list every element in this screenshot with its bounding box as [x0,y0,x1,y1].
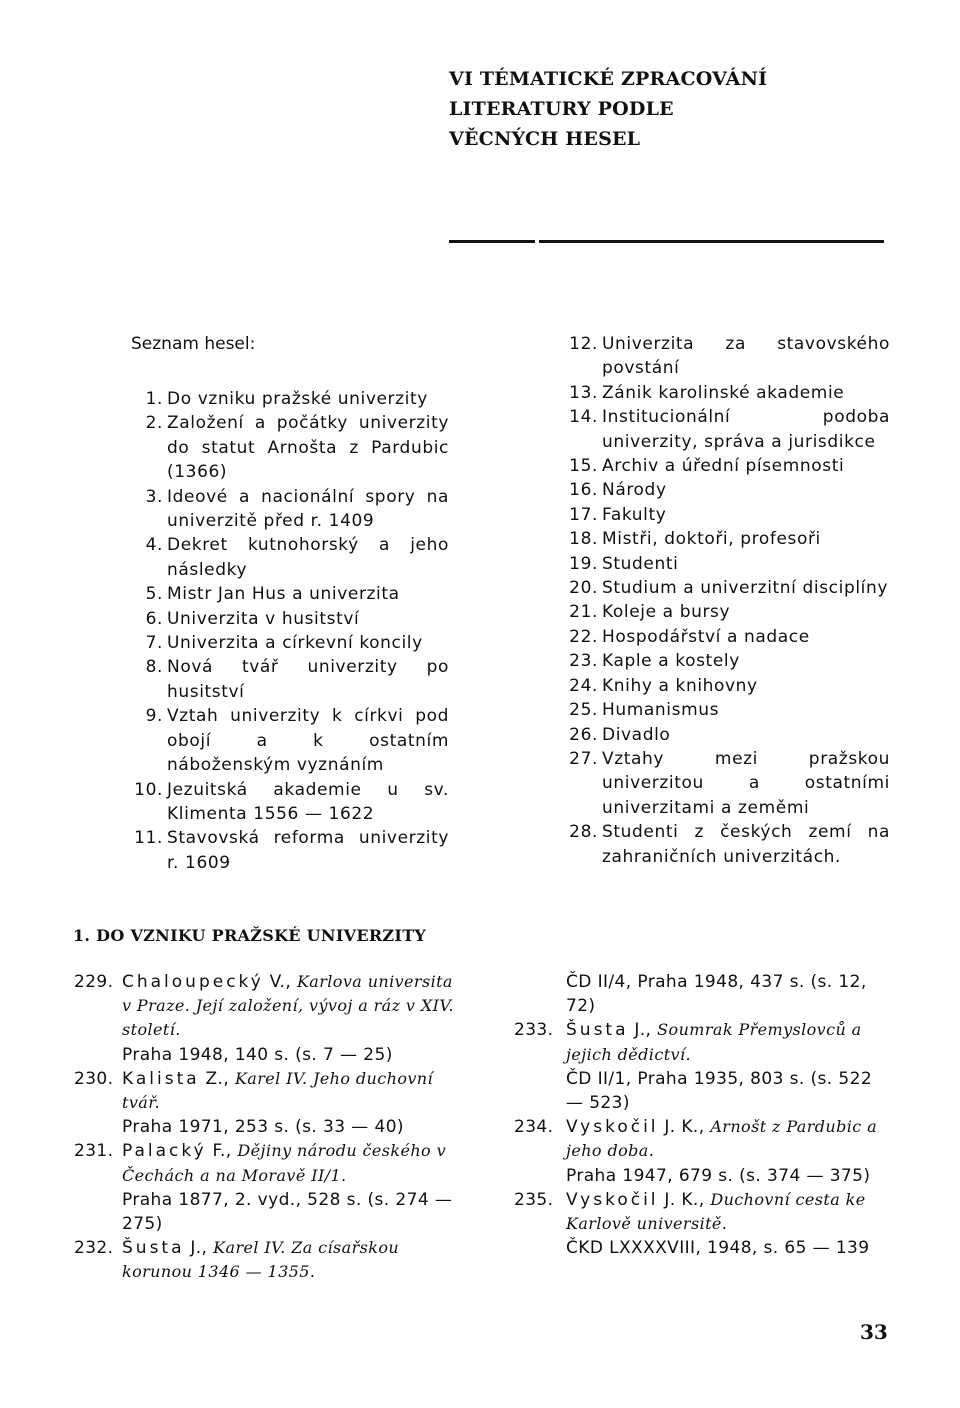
toc-item [560,674,890,698]
bibliography-entry [514,1018,892,1115]
entry-initials: Z., [205,1068,230,1089]
toc-item-number: 1. [145,389,163,409]
toc-item [560,723,890,747]
toc-item-number: 8. [145,657,163,678]
entry-author: Palacký [122,1141,207,1162]
toc-item-number: 12. [569,334,598,354]
entry-initials: F., [212,1141,232,1162]
toc-item [131,778,449,827]
bibliography-entry [514,1115,892,1188]
toc-item-number: 15. [569,456,598,477]
entry-body [566,1188,892,1261]
toc-item [560,649,890,673]
entry-number: 230. [74,1068,114,1089]
toc-item-number: 27. [569,748,598,769]
toc-item-text: Do vzniku pražské univerzity [167,389,428,409]
toc-item-number: 2. [145,413,163,434]
toc-item-text: Jezuitská akademie u sv. Klimenta 1556 — 1622 [167,779,449,824]
chapter-title-line: LITERATURY PODLE [449,98,674,120]
entry-publication: Praha 1877, 2. vyd., 528 s. (s. 274 — 275) [122,1189,453,1235]
toc-item-text: Vztah univerzity k církvi pod obojí a k ostatním náboženským vyznáním [167,706,449,776]
bibliography-column-left [74,970,454,1285]
toc-item-number: 6. [145,608,163,629]
entry-number: 232. [74,1238,114,1259]
toc-list-left [131,387,449,875]
entry-body [122,1067,454,1140]
entry-number: 234. [514,1117,554,1138]
toc-item-number: 13. [569,382,598,403]
toc-item-number: 4. [145,535,163,556]
toc-item-number: 26. [569,724,598,745]
toc-item-text: Univerzita v husitství [167,608,360,629]
entry-title: Karel IV. Jeho duchovní tvář. [122,1068,434,1113]
entry-author: Šusta [566,1020,629,1041]
toc-item-text: Studenti [602,553,679,574]
toc-item-text: Univerzita a církevní koncily [167,633,423,654]
entry-title: Dějiny národu českého v Čechách a na Moravě II/1. [122,1141,447,1185]
toc-item-number: 23. [569,651,598,672]
toc-item-text: Zánik karolinské akademie [602,382,845,403]
entry-title: Karlova universita v Praze. Její založení, vývoj a ráz v XIV. století. [122,972,455,1040]
toc-item [131,704,449,777]
page-number: 33 [860,1320,888,1344]
toc-item-text: Fakulty [602,504,667,525]
bibliography-column-right [514,970,892,1260]
entry-publication: Praha 1948, 140 s. (s. 7 — 25) [122,1044,393,1065]
entry-publication: ČD II/1, Praha 1935, 803 s. (s. 522 — 523) [566,1068,873,1114]
bibliography-entry [74,1067,454,1140]
toc-item [560,698,890,722]
toc-item-number: 14. [569,407,598,428]
toc-item [560,332,890,381]
toc-item-text: Národy [602,480,667,501]
toc-item [560,405,890,454]
entry-continuation: ČD II/4, Praha 1948, 437 s. (s. 12, 72) [566,972,867,1017]
entry-title: Duchovní cesta ke Karlově universitě. [566,1189,866,1234]
toc-item-text: Divadlo [602,724,671,745]
toc-item [560,527,890,551]
toc-item-text: Založení a počátky univerzity do statut Arnošta z Pardubic (1366) [167,413,449,483]
toc-item [560,820,890,869]
toc-item-text: Archiv a úřední písemnosti [602,456,845,477]
toc-item [131,533,449,582]
toc-item-number: 17. [569,504,598,525]
toc-item-text: Mistři, doktoři, profesoři [602,529,821,550]
entry-publication: Praha 1971, 253 s. (s. 33 — 40) [122,1117,404,1138]
entry-author: Vyskočil [566,1117,659,1138]
toc-item-text: Dekret kutnohorský a jeho následky [167,535,449,580]
toc-item [131,607,449,631]
toc-item [560,381,890,405]
entry-number: 231. [74,1141,114,1162]
entry-title: Arnošt z Pardubic a jeho doba. [566,1117,878,1161]
toc-item-number: 16. [569,480,598,501]
entry-author: Šusta [122,1238,185,1259]
toc-item-number: 24. [569,675,598,696]
entry-initials: V., [269,972,292,992]
entry-body [122,1236,454,1284]
entry-title: Soumrak Přemyslovců a jejich dědictví. [566,1020,862,1064]
toc-item [131,582,449,606]
chapter-title [449,64,909,154]
toc-list-right [560,332,890,869]
entry-number: 235. [514,1189,554,1210]
entry-initials: J., [634,1020,652,1041]
entry-title: Karel IV. Za císařskou korunou 1346 — 1355. [122,1238,400,1282]
entry-body [122,970,454,1067]
entry-author: Kalista [122,1068,200,1089]
toc-item-text: Kaple a kostely [602,651,740,672]
toc-item [131,631,449,655]
entry-publication: ČKD LXXXXVIII, 1948, s. 65 — 139 [566,1238,870,1259]
toc-item [560,625,890,649]
toc-item-text: Ideové a nacionální spory na univerzitě před r. 1409 [167,486,449,532]
toc-item-text: Nová tvář univerzity po husitství [167,657,449,702]
toc-heading: Seznam hesel: [131,334,256,354]
toc-item-text: Humanismus [602,700,720,721]
toc-item-text: Univerzita za stavovského povstání [602,334,890,379]
toc-item-text: Vztahy mezi pražskou univerzitou a ostatními univerzitami a zeměmi [602,748,890,818]
entry-initials: J. K., [664,1189,705,1210]
toc-item-number: 21. [569,602,598,623]
toc-item [131,826,449,875]
entry-initials: J., [190,1238,208,1259]
entry-body [122,1139,454,1236]
toc-item-number: 25. [569,700,598,721]
toc-item [131,485,449,534]
entry-author: Vyskočil [566,1189,659,1210]
chapter-title-line: VĚCNÝCH HESEL [449,128,641,150]
toc-item [131,655,449,704]
toc-item [560,454,890,478]
bibliography-entry [74,970,454,1067]
toc-item-number: 11. [134,828,163,849]
toc-item-text: Stavovská reforma univerzity r. 1609 [167,828,449,873]
toc-item [560,600,890,624]
divider-rule [449,240,535,243]
toc-item-number: 18. [569,529,598,550]
divider-rule [539,240,884,243]
toc-item-number: 9. [145,706,163,727]
toc-item-number: 7. [145,633,163,654]
toc-item-text: Studenti z českých zemí na zahraničních univerzitách. [602,822,890,867]
bibliography-entry [74,1236,454,1284]
toc-item [131,387,449,411]
toc-item-number: 5. [145,584,163,605]
bibliography-entry [514,1188,892,1261]
toc-item-number: 28. [569,822,598,843]
section-heading: 1. DO VZNIKU PRAŽSKÉ UNIVERZITY [73,926,427,945]
toc-item-number: 3. [145,486,163,507]
toc-item [131,411,449,484]
toc-item-number: 10. [134,779,163,800]
toc-item-text: Koleje a bursy [602,602,731,623]
toc-item-number: 19. [569,553,598,574]
toc-item-text: Mistr Jan Hus a univerzita [167,584,400,605]
toc-item-text: Studium a univerzitní disciplíny [602,578,889,599]
entry-author: Chaloupecký [122,972,264,992]
toc-item [560,503,890,527]
toc-item-text: Institucionální podoba univerzity, správa a jurisdikce [602,407,890,452]
bibliography-entry [74,1139,454,1236]
toc-item [560,478,890,502]
toc-item-number: 22. [569,626,598,647]
toc-item [560,552,890,576]
entry-number: 233. [514,1020,554,1041]
entry-body [566,1018,892,1115]
entry-publication: Praha 1947, 679 s. (s. 374 — 375) [566,1165,871,1186]
toc-item-text: Hospodářství a nadace [602,626,810,647]
toc-item-number: 20. [569,578,598,599]
entry-initials: J. K., [664,1117,705,1138]
toc-item [560,747,890,820]
chapter-title-line: VI TÉMATICKÉ ZPRACOVÁNÍ [449,68,768,90]
toc-item-text: Knihy a knihovny [602,675,758,696]
entry-number: 229. [74,972,114,992]
entry-body [566,1115,892,1188]
toc-item [560,576,890,600]
